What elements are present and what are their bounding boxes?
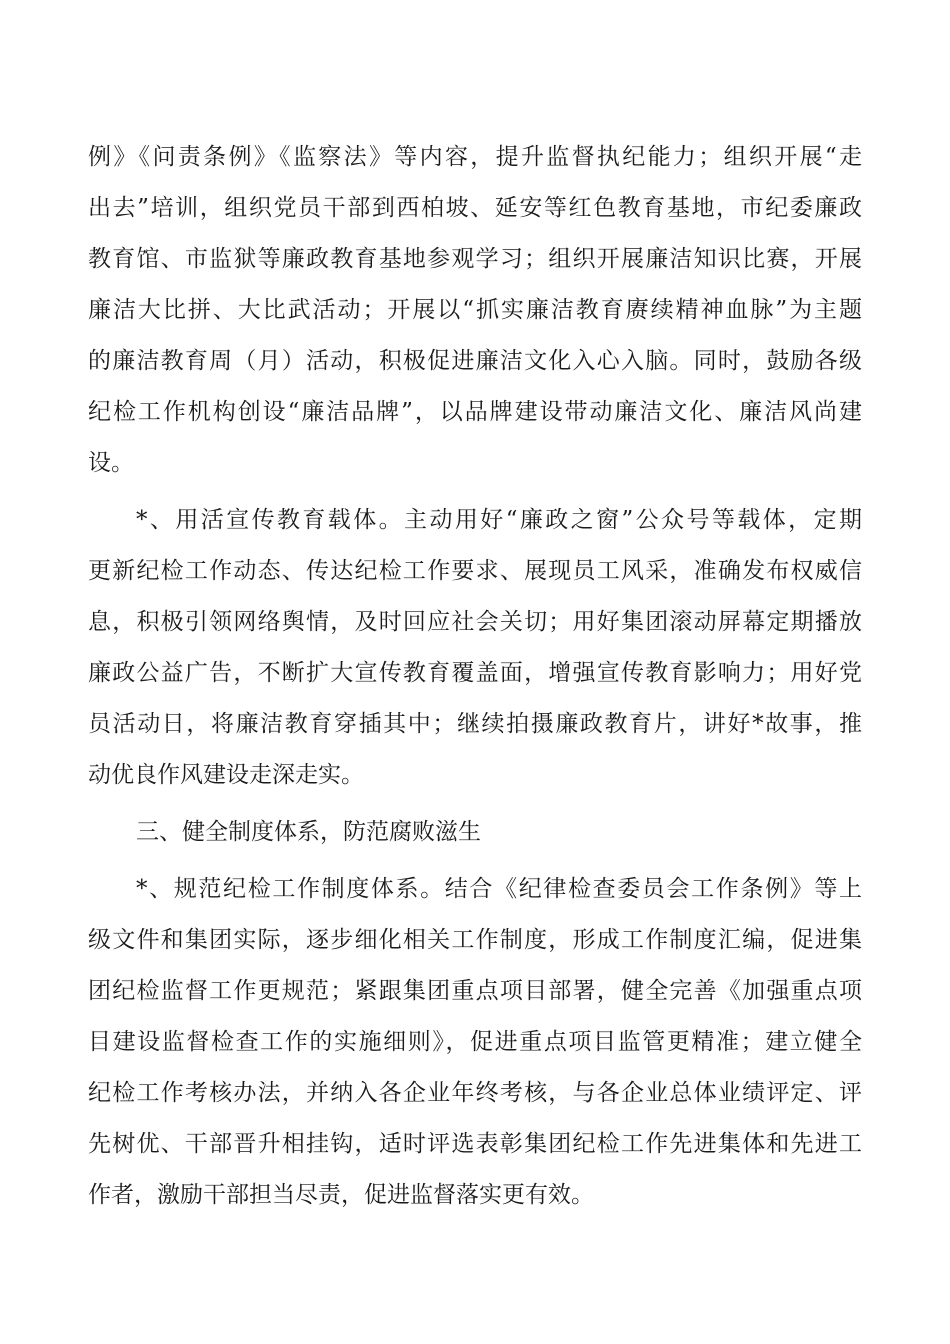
text-line: 作者，激励干部担当尽责，促进监督落实更有效。 [88, 1182, 594, 1208]
document-body [88, 132, 862, 1221]
text-line: 团纪检监督工作更规范；紧跟集团重点项目部署，健全完善《加强重点项 [88, 978, 862, 1004]
text-line: 的廉洁教育周（月）活动，积极促进廉洁文化入心入脑。同时，鼓励各级 [88, 348, 862, 374]
text-line: 出去”培训，组织党员干部到西柏坡、延安等红色教育基地，市纪委廉政 [88, 195, 862, 221]
text-line: 教育馆、市监狱等廉政教育基地参观学习；组织开展廉洁知识比赛，开展 [88, 246, 862, 272]
text-line: 级文件和集团实际，逐步细化相关工作制度，形成工作制度汇编，促进集 [88, 927, 862, 953]
text-line: 更新纪检工作动态、传达纪检工作要求、展现员工风采，准确发布权威信 [88, 558, 862, 584]
section-heading [88, 807, 862, 858]
text-line: 纪检工作考核办法，并纳入各企业年终考核，与各企业总体业绩评定、评 [88, 1080, 862, 1106]
text-line: 员活动日，将廉洁教育穿插其中；继续拍摄廉政教育片，讲好*故事，推 [88, 711, 862, 737]
text-line: 息，积极引领网络舆情，及时回应社会关切；用好集团滚动屏幕定期播放 [88, 609, 862, 635]
text-line: 例》《问责条例》《监察法》等内容，提升监督执纪能力；组织开展“走 [88, 144, 862, 170]
text-line: 廉政公益广告，不断扩大宣传教育覆盖面，增强宣传教育影响力；用好党 [88, 660, 862, 686]
paragraph [88, 132, 862, 489]
text-line: 先树优、干部晋升相挂钩，适时评选表彰集团纪检工作先进集体和先进工 [88, 1131, 862, 1157]
text-line: 目建设监督检查工作的实施细则》，促进重点项目监管更精准；建立健全 [88, 1029, 862, 1055]
text-line: 纪检工作机构创设“廉洁品牌”，以品牌建设带动廉洁文化、廉洁风尚建 [88, 399, 862, 425]
text-line: 动优良作风建设走深走实。 [88, 762, 364, 788]
paragraph [88, 495, 862, 801]
text-line: *、用活宣传教育载体。主动用好“廉政之窗”公众号等载体，定期 [136, 507, 862, 533]
paragraph [88, 864, 862, 1221]
text-line: *、规范纪检工作制度体系。结合《纪律检查委员会工作条例》等上 [136, 876, 862, 902]
text-line: 设。 [88, 450, 134, 476]
heading-text: 三、健全制度体系，防范腐败滋生 [136, 819, 481, 845]
text-line: 廉洁大比拼、大比武活动；开展以“抓实廉洁教育赓续精神血脉”为主题 [88, 297, 862, 323]
